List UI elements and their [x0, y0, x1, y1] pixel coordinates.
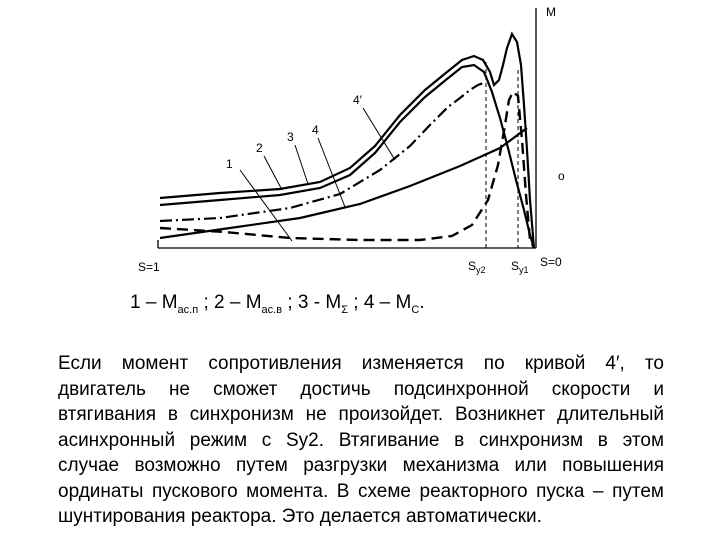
legend-item-2-sub: ас.в [261, 303, 283, 316]
label-series-1: 1 [226, 157, 233, 171]
label-1-leader [240, 170, 292, 241]
legend-item-1-sub: ас.п [177, 303, 199, 316]
tick-label-sy2: $S_{y2}$ [468, 259, 486, 275]
curve-legend [130, 292, 425, 316]
legend-item-4: ; 4 – M [348, 292, 412, 313]
label-2-leader [264, 156, 282, 190]
origin-label: o [558, 169, 565, 183]
label-series-4prime: 4′ [353, 93, 362, 107]
tick-label-s0: S=0 [540, 255, 562, 269]
legend-item-3-sub: Σ [341, 303, 348, 316]
tick-label-sy1: $S_{y1}$ [511, 259, 529, 275]
legend-item-2: ; 2 – M [198, 292, 262, 313]
series-4-curve [160, 128, 527, 238]
label-series-4: 4 [312, 123, 319, 137]
paragraph-line-3: втягивания в синхронизм не произойдет. Возникнет длительный [58, 404, 664, 425]
legend-item-3: ; 3 - M [282, 292, 342, 313]
legend-item-1: 1 – M [130, 292, 178, 313]
paragraph-line-7: шунтирования реактора. Это делается автоматически. [58, 506, 542, 527]
paragraph-line-6: ординаты пускового момента. В схеме реакторного пуска – путем [58, 480, 664, 502]
explanation-paragraph [58, 351, 664, 530]
label-3-leader [295, 145, 308, 184]
legend-end: . [419, 292, 425, 313]
tick-label-s1: S=1 [138, 260, 160, 274]
y-axis-label: M [546, 5, 556, 19]
label-series-2: 2 [256, 141, 263, 155]
legend-item-4-sub: С [411, 303, 420, 316]
paragraph-line-4: асинхронный режим с Sy2. Втягивание в синхронизм в этом [58, 429, 664, 451]
paragraph-line-1: Если момент сопротивления изменяется по кривой 4′, то [58, 353, 664, 374]
label-series-3: 3 [287, 130, 294, 144]
paragraph-line-2: двигатель не сможет достичь подсинхронной скорости и [58, 378, 664, 400]
paragraph-line-5: случае возможно путем разгрузки механизма или повышения [58, 455, 664, 476]
series-4prime-curve [160, 65, 534, 248]
